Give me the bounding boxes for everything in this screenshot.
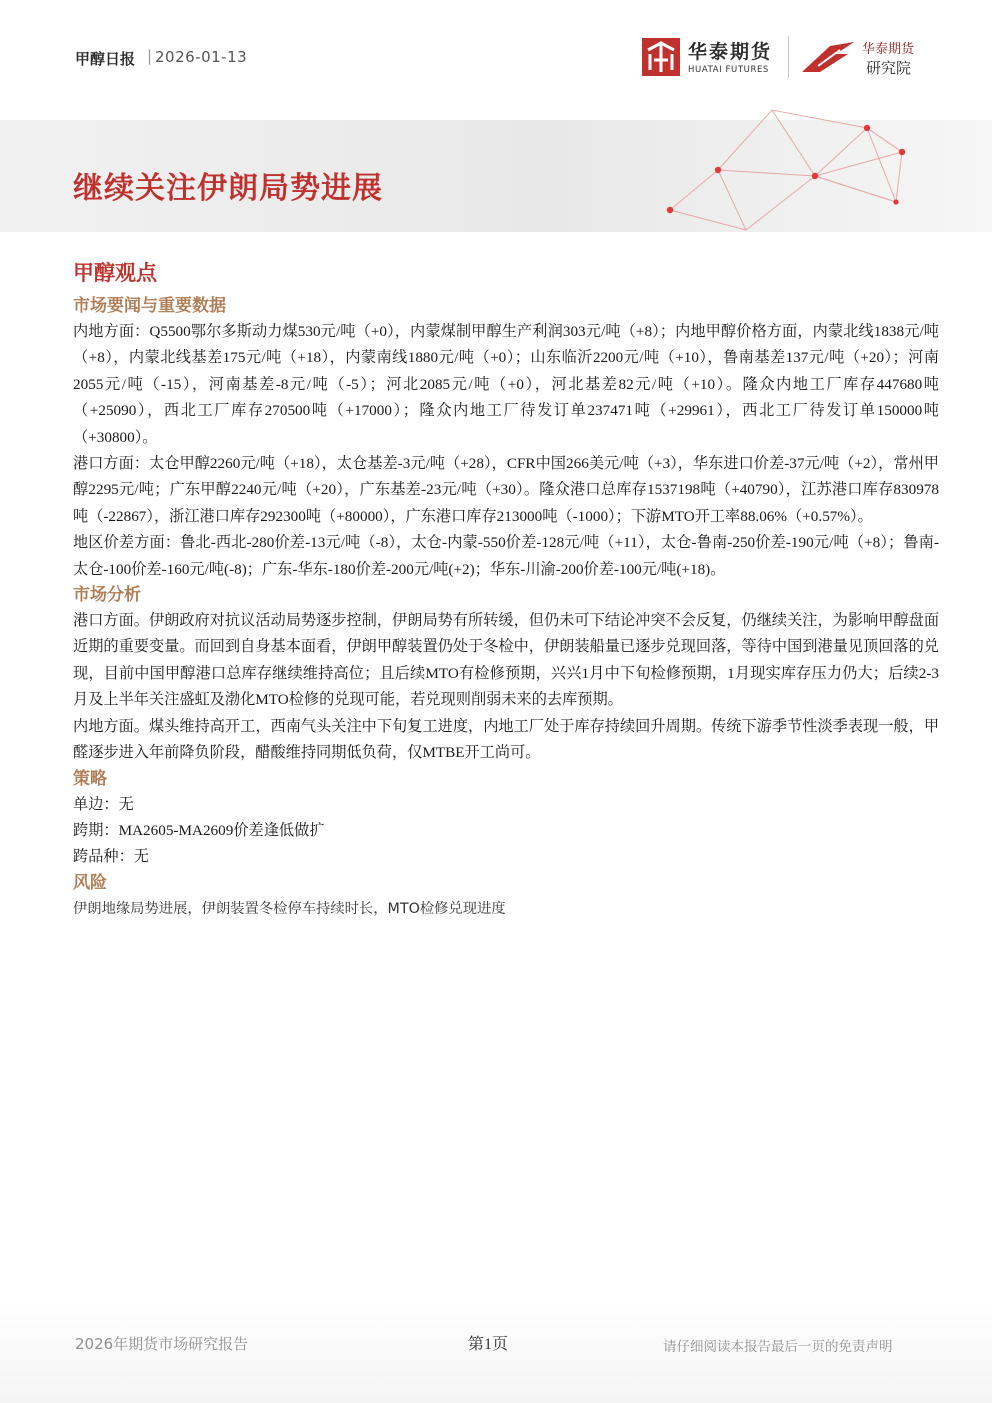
news-paragraph-port: 港口方面：太仓甲醇2260元/吨（+18），太仓基差-3元/吨（+28），CFR中国266美元/吨（+3），华东进口价差-37元/吨（+2），常州甲醇2295元/吨；广东甲醇2240元/吨（+20），广东基差-23元/吨（+30）。隆众港口总库存1537198吨（+40790），江苏港口库存830978吨（-22867），浙江港口库存292300吨（+80000），广东港口库存213000吨（-1000）；下游MTO开工率88.06%（+0.57%）。 bbox=[73, 455, 939, 525]
institute-name: 研究院 bbox=[866, 59, 912, 77]
header-separator: | bbox=[147, 47, 153, 65]
strategy-calendar: 跨期：MA2605-MA2609价差逢低做扩 bbox=[73, 821, 325, 839]
risk-text: 伊朗地缘局势进展，伊朗装置冬检停车持续时长，MTO检修兑现进度 bbox=[73, 900, 506, 917]
network-decoration-icon bbox=[620, 80, 992, 240]
report-title: 继续关注伊朗局势进展 bbox=[73, 171, 383, 206]
page-number: 第1页 bbox=[468, 1336, 509, 1353]
logo-divider bbox=[788, 36, 789, 78]
news-paragraph-inland: 内地方面：Q5500鄂尔多斯动力煤530元/吨（+0），内蒙煤制甲醇生产利润303元/吨（+8）；内地甲醇价格方面，内蒙北线1838元/吨（+8），内蒙北线基差175元/吨（+18），内蒙南线1880元/吨（+0）；山东临沂2200元/吨（+10），鲁南基差137元/吨（+20）；河南2055元/吨（-15），河南基差-8元/吨（-5）；河北2085元/吨（+0），河北基差82元/吨（+10）。隆众内地工厂库存447680吨（+25090），西北工厂库存270500吨（+17000）；隆众内地工厂待发订单237471吨（+29961），西北工厂待发订单150000吨（+30800）。 bbox=[73, 323, 939, 446]
analysis-paragraph-port: 港口方面。伊朗政府对抗议活动局势逐步控制，伊朗局势有所转缓，但仍未可下结论冲突不会反复，仍继续关注，为影响甲醇盘面近期的重要变量。而回到自身基本面看，伊朗甲醇装置仍处于冬检中，伊朗装船量已逐步兑现回落，等待中国到港量见顶回落的兑现，目前中国甲醇港口总库存继续维持高位；且后续MTO有检修预期，兴兴1月中下旬检修预期，1月现实库存压力仍大；后续2-3月及上半年关注盛虹及渤化MTO检修的兑现可能，若兑现则削弱未来的去库预期。 bbox=[73, 612, 939, 709]
brand-name-en: HUATAI FUTURES bbox=[688, 65, 769, 75]
doc-type: 甲醇日报 bbox=[75, 50, 136, 68]
institute-wing-icon bbox=[800, 40, 856, 76]
brand-name-cn: 华泰期货 bbox=[688, 41, 773, 63]
institute-brand: 华泰期货 bbox=[862, 42, 915, 57]
disclaimer-note: 请仔细阅读本报告最后一页的免责声明 bbox=[663, 1339, 893, 1355]
section-title: 甲醇观点 bbox=[73, 261, 157, 285]
report-content bbox=[73, 258, 939, 922]
strategy-cross: 跨品种：无 bbox=[73, 848, 149, 866]
news-heading: 市场要闻与重要数据 bbox=[73, 296, 226, 316]
risk-heading: 风险 bbox=[73, 872, 107, 893]
analysis-paragraph-inland: 内地方面。煤头维持高开工，西南气头关注中下旬复工进度，内地工厂处于库存持续回升周期。传统下游季节性淡季表现一般，甲醛逐步进入年前降负阶段，醋酸维持同期低负荷，仅MTBE开工尚可。 bbox=[73, 717, 939, 762]
footer-report-name: 2026年期货市场研究报告 bbox=[75, 1335, 249, 1353]
analysis-heading: 市场分析 bbox=[73, 585, 141, 606]
news-paragraph-spread: 地区价差方面：鲁北-西北-280价差-13元/吨（-8），太仓-内蒙-550价差-128元/吨（+11），太仓-鲁南-250价差-190元/吨（+8）；鲁南-太仓-100价差-160元/吨(-8)；广东-华东-180价差-200元/吨(+2)；华东-川渝-200价差-100元/吨(+18)。 bbox=[73, 534, 939, 578]
strategy-outright: 单边：无 bbox=[73, 795, 134, 813]
strategy-heading: 策略 bbox=[73, 768, 107, 789]
report-date: 2026-01-13 bbox=[155, 48, 248, 66]
huatai-logo-icon bbox=[642, 38, 680, 76]
